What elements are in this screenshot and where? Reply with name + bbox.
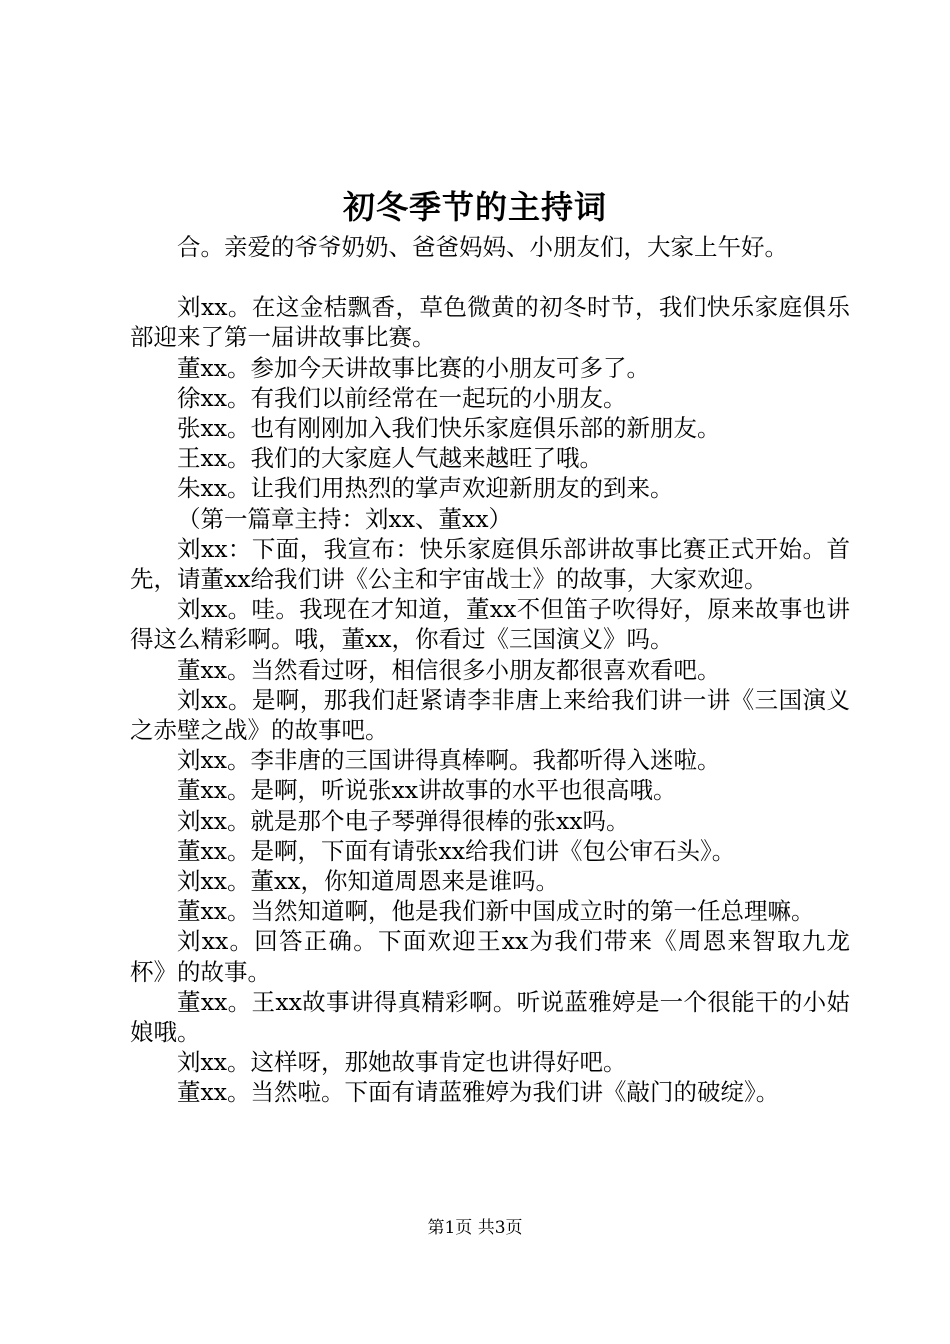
- paragraph: 刘xx。这样呀，那她故事肯定也讲得好吧。: [177, 1048, 627, 1077]
- paragraph: 董xx。当然知道啊，他是我们新中国成立时的第一任总理嘛。: [177, 897, 815, 926]
- paragraph: 张xx。也有刚刚加入我们快乐家庭俱乐部的新朋友。: [177, 414, 721, 443]
- paragraph: 合。亲爱的爷爷奶奶、爸爸妈妈、小朋友们，大家上午好。: [177, 233, 788, 261]
- document-title: 初冬季节的主持词: [342, 188, 607, 226]
- paragraph: 刘xx。在这金桔飘香，草色微黄的初冬时节，我们快乐家庭俱乐部迎来了第一届讲故事比赛。: [130, 293, 850, 352]
- section-heading: （第一篇章主持：刘xx、董xx）: [177, 504, 513, 533]
- paragraph: 董xx。当然看过呀，相信很多小朋友都很喜欢看吧。: [177, 655, 721, 684]
- paragraph: 刘xx。回答正确。下面欢迎王xx为我们带来《周恩来智取九龙杯》的故事。: [130, 927, 850, 986]
- paragraph: 刘xx：下面，我宣布：快乐家庭俱乐部讲故事比赛正式开始。首先，请董xx给我们讲《公主和宇宙战士》的故事，大家欢迎。: [130, 534, 850, 594]
- paragraph: 董xx。是啊，下面有请张xx给我们讲《包公审石头》。: [177, 836, 736, 865]
- paragraph: 刘xx。哇。我现在才知道，董xx不但笛子吹得好，原来故事也讲得这么精彩啊。哦，董xx，你看过《三国演义》吗。: [130, 595, 850, 654]
- paragraph: 刘xx。董xx，你知道周恩来是谁吗。: [177, 867, 560, 896]
- page-number-footer: 第1页 共3页: [427, 1218, 523, 1238]
- paragraph: 王xx。我们的大家庭人气越来越旺了哦。: [177, 444, 604, 473]
- paragraph: 刘xx。李非唐的三国讲得真棒啊。我都听得入迷啦。: [177, 746, 721, 775]
- paragraph: 朱xx。让我们用热烈的掌声欢迎新朋友的到来。: [177, 474, 674, 503]
- paragraph: 董xx。当然啦。下面有请蓝雅婷为我们讲《敲门的破绽》。: [177, 1078, 780, 1107]
- paragraph: 董xx。参加今天讲故事比赛的小朋友可多了。: [177, 353, 651, 382]
- paragraph: 董xx。是啊，听说张xx讲故事的水平也很高哦。: [177, 776, 677, 805]
- paragraph: 徐xx。有我们以前经常在一起玩的小朋友。: [177, 383, 627, 412]
- paragraph: 刘xx。是啊，那我们赶紧请李非唐上来给我们讲一讲《三国演义之赤壁之战》的故事吧。: [130, 685, 850, 745]
- paragraph: 董xx。王xx故事讲得真精彩啊。听说蓝雅婷是一个很能干的小姑娘哦。: [130, 987, 850, 1047]
- paragraph: 刘xx。就是那个电子琴弹得很棒的张xx吗。: [177, 806, 630, 835]
- document-body: [130, 232, 850, 1108]
